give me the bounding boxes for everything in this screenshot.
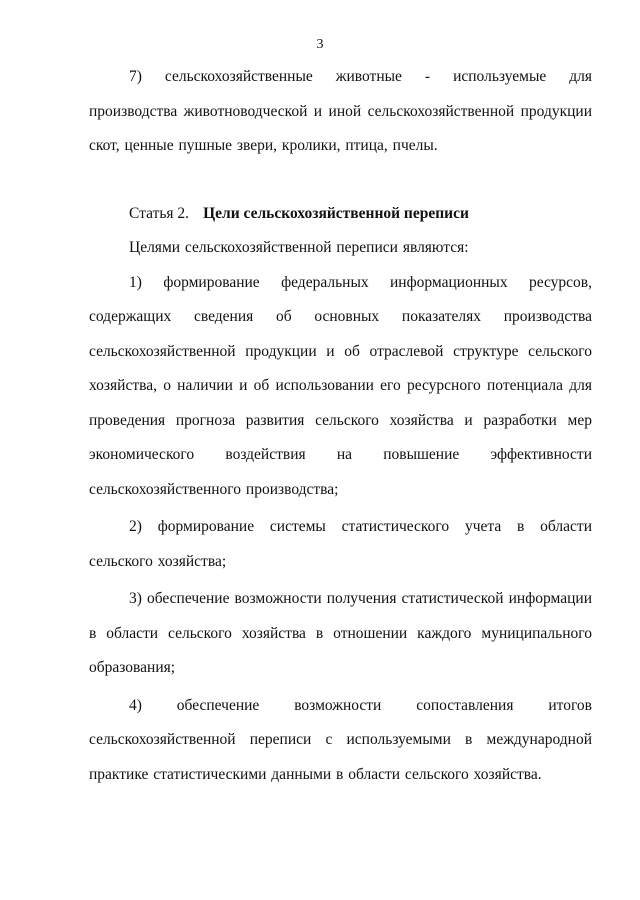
goal-item-1: 1) формирование федеральных информационных ресурсов, содержащих сведения об основных показателях производства сельскохозяйственной продукции и об отраслевой структуре сельского хозяйства, о наличии и об использовании его ресурсного потенциала для проведения прогноза развития сельского хозяйства и разработки мер экономического воздействия на повышение эффективности сельскохозяйственного производства; bbox=[89, 273, 592, 498]
page-number: 3 bbox=[316, 37, 324, 52]
goal-item-4: 4) обеспечение возможности сопоставления итогов сельскохозяйственной переписи с используемыми в международной практике статистическими данными в области сельского хозяйства. bbox=[89, 696, 592, 783]
definition-item-7: 7) сельскохозяйственные животные - используемые для производства животноводческой и иной сельскохозяйственной продукции скот, ценные пушные звери, кролики, птица, пчелы. bbox=[89, 68, 592, 154]
article-label: Статья 2. bbox=[129, 204, 190, 222]
goal-item-3: 3) обеспечение возможности получения статистической информации в области сельского хозяйства в отношении каждого муниципального образования; bbox=[89, 590, 592, 676]
lead-sentence: Целями сельскохозяйственной переписи являются: bbox=[129, 239, 469, 256]
article-heading bbox=[129, 197, 592, 232]
article-title: Цели сельскохозяйственной переписи bbox=[203, 204, 469, 222]
goal-item-2: 2) формирование системы статистического учета в области сельского хозяйства; bbox=[89, 518, 592, 570]
document-body bbox=[89, 60, 592, 792]
section-spacer bbox=[89, 164, 592, 197]
